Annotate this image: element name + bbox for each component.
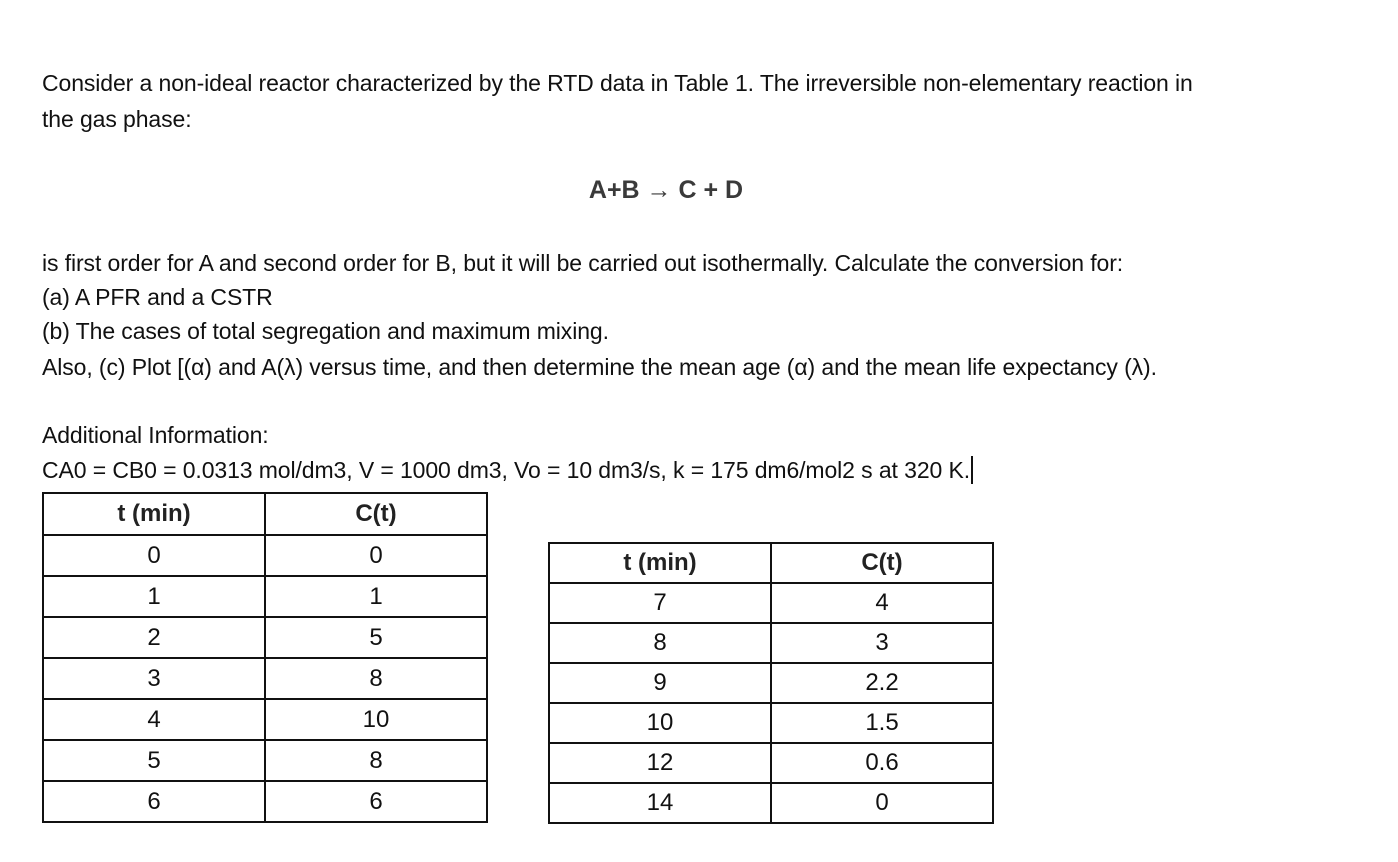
table-row: [43, 576, 487, 617]
table-row: [549, 583, 993, 623]
additional-info-values[interactable]: [42, 456, 973, 484]
intro-line-1: Consider a non-ideal reactor characterized by the RTD data in Table 1. The irreversible non-elementary reaction in: [42, 70, 1193, 96]
time-cell: 8: [549, 623, 771, 663]
table-row: [43, 781, 487, 822]
concentration-cell: 6: [265, 781, 487, 822]
table-row: [43, 699, 487, 740]
concentration-cell: 2.2: [771, 663, 993, 703]
additional-info-heading: Additional Information:: [42, 422, 269, 448]
concentration-cell: 0: [265, 535, 487, 576]
rtd-table-2: [548, 542, 994, 824]
problem-line-1: is first order for A and second order for B, but it will be carried out isothermally. Calculate the conversion for:: [42, 250, 1124, 276]
additional-info-text: CA0 = CB0 = 0.0313 mol/dm3, V = 1000 dm3, Vo = 10 dm3/s, k = 175 dm6/mol2 s at 320 K.: [42, 457, 971, 483]
time-cell: 12: [549, 743, 771, 783]
table-row: [549, 783, 993, 823]
part-c: Also, (c) Plot [(α) and A(λ) versus time, and then determine the mean age (α) and the mean life expectancy (λ).: [42, 354, 1157, 380]
table-header-row: [549, 543, 993, 583]
concentration-cell: 8: [265, 740, 487, 781]
time-cell: 5: [43, 740, 265, 781]
table-row: [549, 663, 993, 703]
reaction-equation: A+B → C + D: [588, 176, 744, 204]
column-header-time: t (min): [549, 543, 771, 583]
time-cell: 14: [549, 783, 771, 823]
time-cell: 10: [549, 703, 771, 743]
time-cell: 9: [549, 663, 771, 703]
concentration-cell: 1.5: [771, 703, 993, 743]
concentration-cell: 8: [265, 658, 487, 699]
part-a: (a) A PFR and a CSTR: [42, 284, 273, 310]
table-row: [43, 658, 487, 699]
intro-line-2: the gas phase:: [42, 106, 192, 132]
table-row: [43, 535, 487, 576]
table-row: [549, 703, 993, 743]
concentration-cell: 3: [771, 623, 993, 663]
concentration-cell: 0: [771, 783, 993, 823]
concentration-cell: 10: [265, 699, 487, 740]
time-cell: 2: [43, 617, 265, 658]
column-header-concentration: C(t): [771, 543, 993, 583]
time-cell: 0: [43, 535, 265, 576]
time-cell: 7: [549, 583, 771, 623]
concentration-cell: 5: [265, 617, 487, 658]
concentration-cell: 4: [771, 583, 993, 623]
time-cell: 6: [43, 781, 265, 822]
table-row: [43, 740, 487, 781]
time-cell: 3: [43, 658, 265, 699]
concentration-cell: 0.6: [771, 743, 993, 783]
column-header-concentration: C(t): [265, 493, 487, 535]
text-cursor: [971, 456, 973, 484]
table-row: [549, 743, 993, 783]
time-cell: 4: [43, 699, 265, 740]
rtd-table-1: [42, 492, 488, 823]
table-header-row: [43, 493, 487, 535]
table-row: [549, 623, 993, 663]
table-row: [43, 617, 487, 658]
column-header-time: t (min): [43, 493, 265, 535]
time-cell: 1: [43, 576, 265, 617]
part-b: (b) The cases of total segregation and maximum mixing.: [42, 318, 609, 344]
concentration-cell: 1: [265, 576, 487, 617]
